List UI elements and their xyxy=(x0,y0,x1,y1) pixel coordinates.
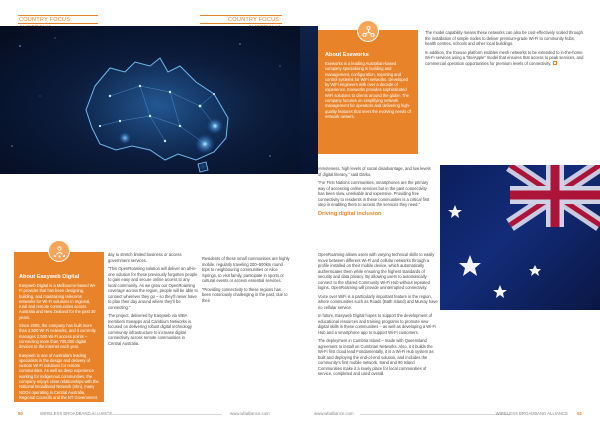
middle-column xyxy=(318,166,431,220)
website-link-right[interactable]: www.wballiance.com xyxy=(314,411,354,416)
network-nodes-icon xyxy=(357,20,379,42)
website-link-left[interactable]: www.wballiance.com xyxy=(230,411,270,416)
top-right-column xyxy=(425,30,587,69)
page-number-left: 50 xyxy=(18,411,23,416)
paragraph: In addition, the Exeuse platform enables mesh networks to be extended to in-the-home Wi-Fi services using a “lite/Apple” model that ensures that access to peak services, and commercial operation opportunities for premium levels of connectivity. xyxy=(425,49,584,66)
end-mark-icon xyxy=(553,61,557,65)
footer-rule xyxy=(90,414,222,415)
page-number-right: 51 xyxy=(577,411,582,416)
paragraph: “For First Nations communities, smartphones are the primary way of accessing online services but in the past connectivity has been slow, unreliable and expensive. Providing free connectivity to residents in these communities is a critical first step in enabling them to access the services they need.” xyxy=(318,180,430,207)
publication-name-left: WIRELESS BROADBAND ALLIANCE xyxy=(40,411,113,416)
about-exeworks-title: About Exeworks xyxy=(325,52,369,58)
left-middle-column xyxy=(108,252,198,349)
about-easyweb-title: About Easyweb Digital xyxy=(19,274,80,280)
paragraph: In future, Easyweb Digital hopes to support the development of educational resources and training programs to promote new digital skills in these communities – as well as developing a Wi-Fi Hub and a smartphone app to support Wi-Fi customers. xyxy=(318,313,436,335)
about-easyweb-box xyxy=(14,252,104,402)
paragraph: The project, delivered by Easyweb via WBA members Exeapps and Cambium Networks is focused on delivering robust digital technology community infrastructure to increase digital connectivity across remote communities in Central Australia. xyxy=(108,313,192,346)
paragraph: Easyweb Digital is a Melbourne-based Wi-Fi provider that has been designing, building, and maintaining telecoms networks for Wi-Fi solutions in regional, rural and remote communities across Australia and New Zealand for the past 30 years. xyxy=(19,283,96,320)
australian-flag-image xyxy=(440,165,600,310)
section-tag-right: COUNTRY FOCUS: xyxy=(200,15,282,24)
union-jack xyxy=(510,165,600,227)
paragraph: Residents of these small communities are highly mobile, regularly traveling 200–500km round trips to neighbouring communities or Alice Springs, to visit family, participate in sports or cultural events or access essential services. xyxy=(202,256,290,283)
paragraph: “Providing connectivity to these regions has been notoriously challenging in the past, due to their xyxy=(202,286,288,303)
right-column xyxy=(318,252,438,380)
people-network-icon xyxy=(48,240,70,262)
paragraph: The deployment in Cumbria Island – made with Queensland agreement to install on Cumbrian Networks. Also, it it builds the Wi-Fi first cloud lead Fundamentally, it is a Wi-Fi Hub system as built and deploying the end-of-end solution, and includes the community’s first mobile network. Sand and 90 Island Communities make it a lovely place for local communities of service, completed and used overall. xyxy=(318,338,434,376)
driving-digital-inclusion-heading: Driving digital inclusion xyxy=(318,210,382,217)
publication-name-right: WIRELESS BROADBAND ALLIANCE xyxy=(495,411,568,416)
about-easyweb-text xyxy=(19,283,99,400)
paragraph: “This OpenRoaming solution will deliver an all-in-one solution for these previously forgotten people to gain easy and secure online access to any local community. As we grow our OpenRoaming coverage across the region, people will be able to connect wherever they go – so they’ll never have to plan their day around where they’ll be connecting.” xyxy=(108,266,198,310)
section-tag-left: COUNTRY FOCUS: xyxy=(18,15,98,24)
flag-graphic xyxy=(440,165,600,310)
paragraph: Easyweb is one of Australia’s leading specialists in the design and delivery of custom Wi-Fi solutions for remote communities. As well as deep experience working for indigenous communities, the company enjoys close relationships with the National Broadband Network (nbn), many NGOs operating in Central Australia, Regional Councils and the NT Government. xyxy=(19,352,99,400)
footer-rule xyxy=(360,414,510,415)
paragraph: Since 2005, the company has built more than 2,500 Wi-Fi networks, and it currently manages 2,500 Wi-Fi access points – connecting more than 700,000 digital devices to the internet each year. xyxy=(19,323,96,350)
about-exeworks-box xyxy=(318,30,418,154)
paragraph: Voice over WiFi is a particularly important feature in the region, where communities such as Roads (Bath Island) and Murray have no cellular service. xyxy=(318,293,438,310)
paragraph: day to stretch limited business or access government services. xyxy=(108,252,182,263)
about-exeworks-text: Exeworks is a leading Australian-based company specialising in building and management, configuration, reporting and control systems for WiFi networks. Developed by WiFi engineers with over a decade of experience, Exeworks provides sophisticated WiFi solutions to clients around the globe. The company focuses on simplifying network management for operators and delivering high-quality features that meet the evolving needs of network owners. xyxy=(325,61,411,119)
paragraph: The model capability means these networks can also be cost-effectively scaled through the installation of simple nodes to deliver premium-grade Wi-Fi to community hubs, health centres, schools and other local buildings. xyxy=(425,30,583,46)
left-right-column xyxy=(202,256,290,306)
footer-left xyxy=(0,409,300,418)
hero-australia-network-image xyxy=(0,26,300,174)
hero-image-edge xyxy=(300,26,318,174)
footer-right xyxy=(300,409,600,418)
australia-map-graphic xyxy=(0,26,300,174)
paragraph: OpenRoaming allows users with varying technical skills to easily move between different Wi-Fi and cellular networks through a profile installed on their mobile device, which automatically authenticates them while ensuring the highest standards of security and data privacy. By allowing users to automatically connect to the shared Community Wi-Fi Hub without repeated logins, OpenRoaming will provide uninterrupted connectivity. xyxy=(318,252,435,290)
paragraph: remoteness, high levels of social disadvantage, and low levels of digital literacy,” said Darko. xyxy=(318,166,431,177)
